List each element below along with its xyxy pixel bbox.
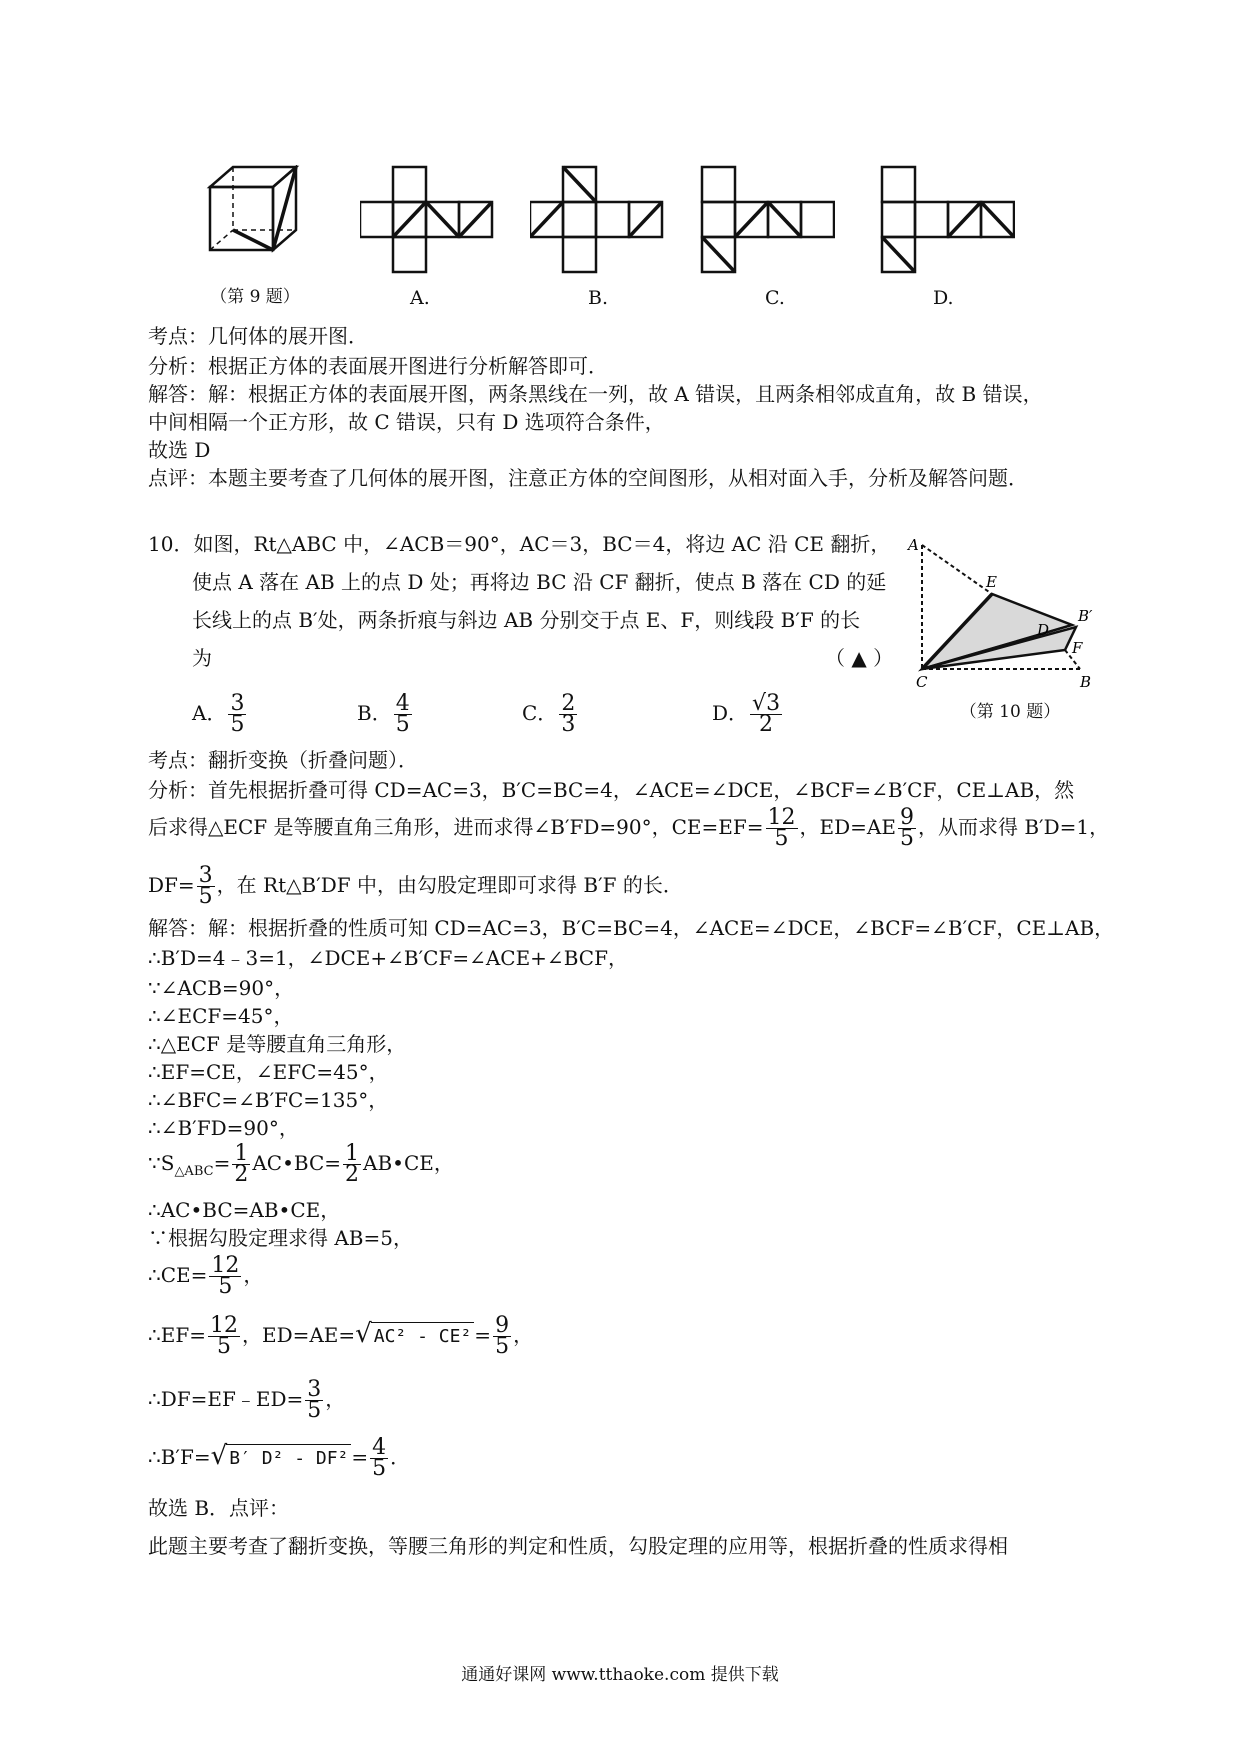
q9-option-b: B. bbox=[588, 287, 609, 309]
q9-cube-figure bbox=[205, 165, 305, 270]
q10-label-bprime: B′ bbox=[1078, 607, 1093, 625]
q10-step-2: ∵∠ACB=90°， bbox=[148, 976, 295, 1000]
q9-kaodian: 考点：几何体的展开图． bbox=[148, 324, 368, 348]
q9-caption: （第 9 题） bbox=[210, 287, 300, 307]
q9-option-d: D. bbox=[933, 287, 954, 309]
q10-label-d: D bbox=[1037, 621, 1050, 639]
q10-label-f: F bbox=[1072, 639, 1083, 657]
q10-label-c: C bbox=[916, 673, 928, 691]
q10-step-5: ∴EF=CE，∠EFC=45°， bbox=[148, 1060, 389, 1084]
q10-stem-3: 长线上的点 B′处，两条折痕与斜边 AB 分别交于点 E、F，则线段 B′F 的长 bbox=[192, 608, 861, 632]
q10-figure bbox=[900, 535, 1100, 695]
q10-step-14: ∴B′F=√ B′ D² - DF² = $\frac{4}{5}$ ． bbox=[148, 1435, 411, 1481]
q10-step-12: ∴EF= $\frac{12}{5}$ ，ED=AE=√ AC² - CE² = $\frac{9}{5}$ ， bbox=[148, 1313, 534, 1359]
q9-fenxi: 分析：根据正方体的表面展开图进行分析解答即可． bbox=[148, 354, 608, 378]
sqrt-sign: √ bbox=[210, 1441, 228, 1471]
sqrt-sign: √ bbox=[355, 1319, 372, 1349]
q10-step-13: ∴DF=EF﹣ED= $\frac{3}{5}$ ， bbox=[148, 1377, 346, 1423]
q10-fenxi-2: 后求得△ECF 是等腰直角三角形，进而求得∠B′FD=90°，CE=EF= $\frac{12}{5}$ ，ED=AE $\frac{9}{5}$ ，从而求得 B′D=1， bbox=[148, 805, 1110, 851]
q10-dianping: 此题主要考查了翻折变换，等腰三角形的判定和性质，勾股定理的应用等，根据折叠的性质求得相 bbox=[148, 1534, 1008, 1558]
q10-guxuan: 故选 B．点评： bbox=[148, 1496, 290, 1520]
q9-option-c: C. bbox=[765, 287, 785, 309]
q9-net-d bbox=[880, 165, 1015, 275]
q10-step-9: ∴AC•BC=AB•CE， bbox=[148, 1198, 341, 1222]
q10-step-11: ∴CE= $\frac{12}{5}$ ， bbox=[148, 1253, 264, 1299]
q10-fenxi-1: 分析：首先根据折叠可得 CD=AC=3，B′C=BC=4，∠ACE=∠DCE，∠BCF=∠B′CF，CE⊥AB，然 bbox=[148, 778, 1075, 802]
q10-step-6: ∴∠BFC=∠B′FC=135°， bbox=[148, 1088, 389, 1112]
q10-step-4: ∴△ECF 是等腰直角三角形， bbox=[148, 1032, 407, 1056]
q9-net-a bbox=[360, 165, 495, 275]
q9-guxuan: 故选 D bbox=[148, 438, 211, 462]
q10-label-e: E bbox=[986, 573, 997, 591]
q10-step-10: ∵根据勾股定理求得 AB=5， bbox=[148, 1226, 413, 1250]
q9-net-c bbox=[700, 165, 835, 275]
q10-choice-b: B． $\frac{4}{5}$ bbox=[357, 691, 410, 737]
q10-stem-2: 使点 A 落在 AB 上的点 D 处；再将边 BC 沿 CF 翻折，使点 B 落在 CD 的延 bbox=[192, 570, 887, 594]
q10-answer-mark: （ ▲ ） bbox=[825, 646, 894, 670]
q10-choice-c: C． $\frac{2}{3}$ bbox=[522, 691, 576, 737]
q10-step-3: ∴∠ECF=45°， bbox=[148, 1004, 294, 1028]
q10-choice-d: D． $\frac{√3}{2}$ bbox=[712, 691, 781, 737]
q9-dianping: 点评：本题主要考查了几何体的展开图，注意正方体的空间图形，从相对面入手，分析及解答问题． bbox=[148, 466, 1028, 490]
q10-stem-4: 为 bbox=[192, 646, 212, 670]
q9-option-a: A. bbox=[410, 287, 430, 309]
q10-fenxi-3: DF= $\frac{3}{5}$ ，在 Rt△B′DF 中，由勾股定理即可求得 B′F 的长． bbox=[148, 863, 683, 909]
q9-jieda-2: 中间相隔一个正方形，故 C 错误，只有 D 选项符合条件， bbox=[148, 410, 665, 434]
q10-step-1: ∴B′D=4﹣3=1，∠DCE+∠B′CF=∠ACE+∠BCF， bbox=[148, 946, 628, 970]
q10-label-a: A bbox=[908, 536, 919, 554]
q9-jieda-1: 解答：解：根据正方体的表面展开图，两条黑线在一列，故 A 错误，且两条相邻成直角，故 B 错误， bbox=[148, 382, 1043, 406]
q10-stem-1: 10．如图，Rt△ABC 中，∠ACB＝90°，AC＝3，BC＝4，将边 AC 沿 CE 翻折， bbox=[148, 532, 891, 556]
q10-step-7: ∴∠B′FD=90°， bbox=[148, 1116, 299, 1140]
q10-jieda-1: 解答：解：根据折叠的性质可知 CD=AC=3，B′C=BC=4，∠ACE=∠DCE，∠BCF=∠B′CF，CE⊥AB， bbox=[148, 916, 1115, 940]
q10-label-b: B bbox=[1080, 673, 1092, 691]
q9-net-b bbox=[530, 165, 665, 275]
page-footer: 通通好课网 www.tthaoke.com 提供下载 bbox=[461, 1665, 779, 1685]
q10-kaodian: 考点：翻折变换（折叠问题）． bbox=[148, 748, 418, 772]
q10-choice-a: A． $\frac{3}{5}$ bbox=[192, 691, 245, 737]
q10-caption: （第 10 题） bbox=[959, 702, 1061, 722]
q10-step-8: $\because S_{\triangle ABC}=$ $\frac{1}{2}$ AC•BC= $\frac{1}{2}$ AB•CE， bbox=[148, 1141, 454, 1187]
